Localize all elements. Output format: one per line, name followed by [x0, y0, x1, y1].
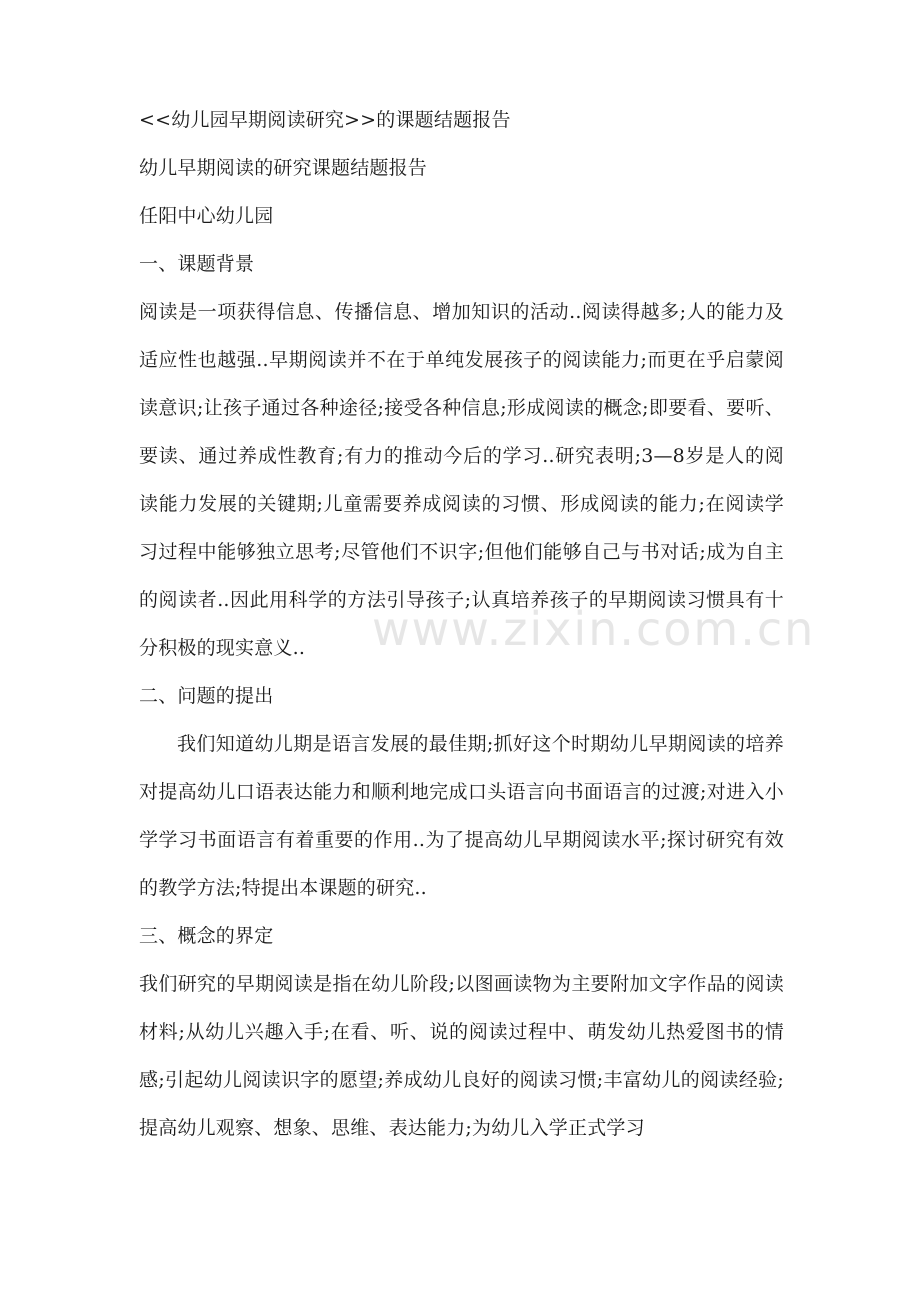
watermark-text: www.zixin.com.cn — [372, 602, 816, 656]
section-heading-problem: 二、问题的提出 — [139, 685, 274, 707]
section-text-definition: 我们研究的早期阅读是指在幼儿阶段;以图画读物为主要附加文字作品的阅读材料;从幼儿兴趣入手;在看、听、说的阅读过程中、萌发幼儿热爱图书的情感;引起幼儿阅读识字的愿望;养成幼儿良好的阅读习惯;丰富幼儿的阅读经验;提高幼儿观察、想象、思维、表达能力;为幼儿入学正式学习 — [139, 973, 784, 1139]
section-text-background: 阅读是一项获得信息、传播信息、增加知识的活动..阅读得越多;人的能力及适应性也越强..早期阅读并不在于单纯发展孩子的阅读能力;而更在乎启蒙阅读意识;让孩子通过各种途径;接受各种信息;形成阅读的概念;即要看、要听、要读、通过养成性教育;有力的推动今后的学习..研究表明;3—8岁是人的阅读能力发展的关键期;儿童需要养成阅读的习惯、形成阅读的能力;在阅读学习过程中能够独立思考;尽管他们不识字;但他们能够自己与书对话;成为自主的阅读者..因此用科学的方法引导孩子;认真培养孩子的早期阅读习惯具有十分积极的现实意义.. — [139, 301, 784, 659]
document-author: 任阳中心幼儿园 — [139, 205, 274, 227]
section-heading-definition: 三、概念的界定 — [139, 925, 274, 947]
section-heading-background: 一、课题背景 — [139, 253, 255, 275]
section-text-problem: 我们知道幼儿期是语言发展的最佳期;抓好这个时期幼儿早期阅读的培养对提高幼儿口语表达能力和顺利地完成口头语言向书面语言的过渡;对进入小学学习书面语言有着重要的作用..为了提高幼儿早期阅读水平;探讨研究有效的教学方法;特提出本课题的研究.. — [139, 733, 784, 899]
document-body — [139, 96, 784, 1152]
document-title: <<幼儿园早期阅读研究>>的课题结题报告 — [139, 109, 511, 131]
document-subtitle: 幼儿早期阅读的研究课题结题报告 — [139, 157, 428, 179]
